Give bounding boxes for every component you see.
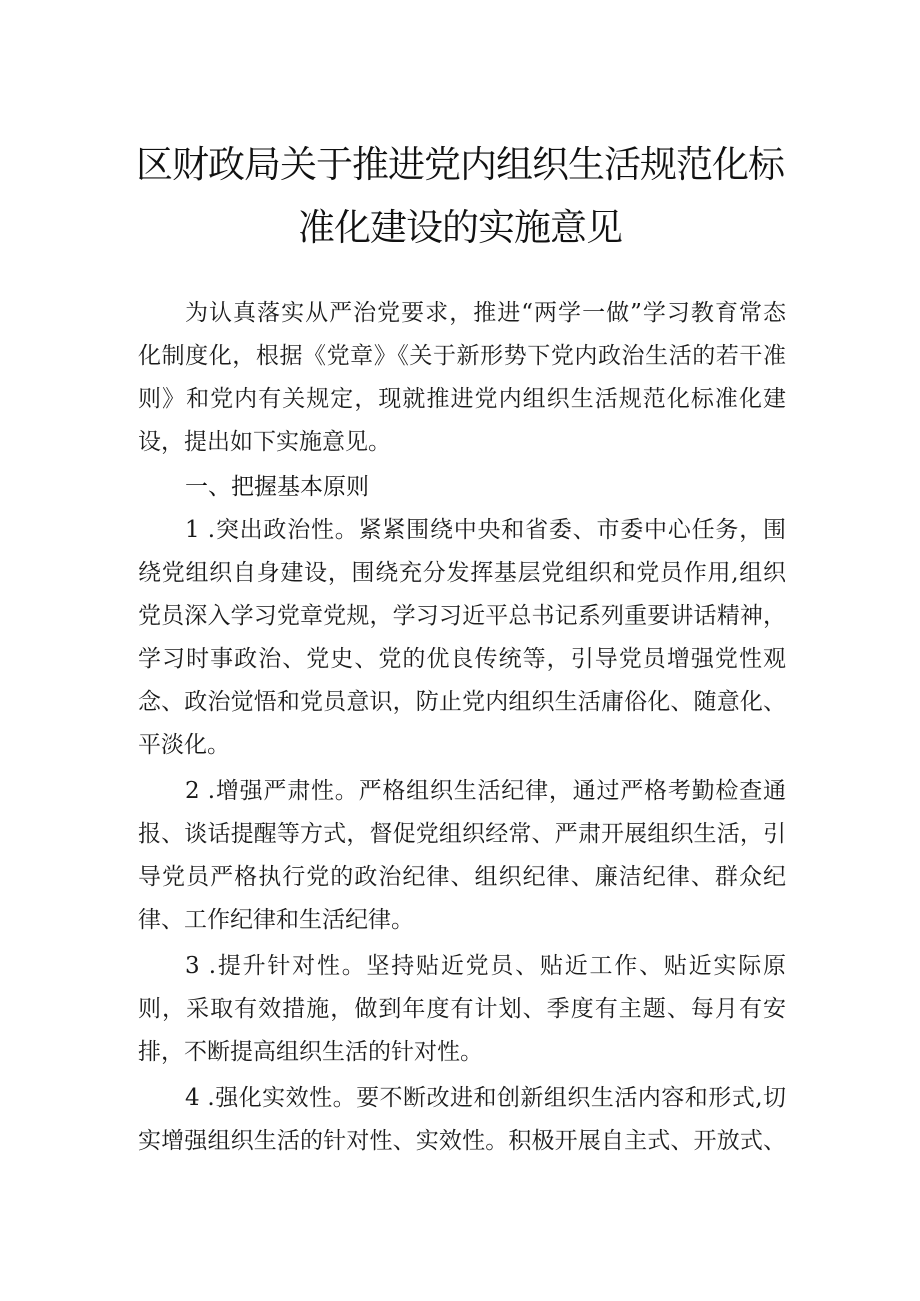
item-1-line-5: 念、政治觉悟和党员意识，防止党内组织生活庸俗化、随意化、 [138, 689, 786, 715]
intro-line-3: 则》和党内有关规定，现就推进党内组织生活规范化标准化建 [138, 386, 786, 412]
item-3-line-2: 则，采取有效措施，做到年度有计划、季度有主题、每月有安 [138, 996, 786, 1022]
section-heading-principles: 一、把握基本原则 [185, 474, 369, 500]
item-1-line-3: 党员深入学习党章党规，学习习近平总书记系列重要讲话精神， [138, 603, 786, 629]
item-2-line-4: 律、工作纪律和生活纪律。 [138, 907, 414, 933]
document-title-line-2: 准化建设的实施意见 [298, 206, 622, 249]
intro-line-4: 设，提出如下实施意见。 [138, 429, 391, 455]
intro-line-2: 化制度化，根据《党章》《关于新形势下党内政治生活的若干准 [138, 343, 786, 369]
item-1-line-4: 学习时事政治、党史、党的优良传统等，引导党员增强党性观 [138, 646, 786, 672]
item-1-line-2: 绕党组织自身建设，围绕充分发挥基层党组织和党员作用,组织 [138, 560, 786, 586]
intro-line-1: 为认真落实从严治党要求，推进“两学一做”学习教育常态 [185, 300, 786, 326]
item-3-line-1: 3 .提升针对性。坚持贴近党员、贴近工作、贴近实际原 [185, 953, 786, 979]
item-2-line-1: 2 .增强严肃性。严格组织生活纪律，通过严格考勤检查通 [185, 778, 786, 804]
item-1-line-6: 平淡化。 [138, 732, 230, 758]
item-2-line-2: 报、谈话提醒等方式，督促党组织经常、严肃开展组织生活，引 [138, 821, 786, 847]
document-title-line-1: 区财政局关于推进党内组织生活规范化标 [136, 143, 784, 186]
item-2-line-3: 导党员严格执行党的政治纪律、组织纪律、廉洁纪律、群众纪 [138, 864, 786, 890]
item-4-line-2: 实增强组织生活的针对性、实效性。积极开展自主式、开放式、 [138, 1128, 786, 1154]
item-3-line-3: 排，不断提高组织生活的针对性。 [138, 1039, 483, 1065]
item-4-line-1: 4 .强化实效性。要不断改进和创新组织生活内容和形式,切 [185, 1085, 786, 1111]
item-1-line-1: 1 .突出政治性。紧紧围绕中央和省委、市委中心任务，围 [185, 517, 786, 543]
